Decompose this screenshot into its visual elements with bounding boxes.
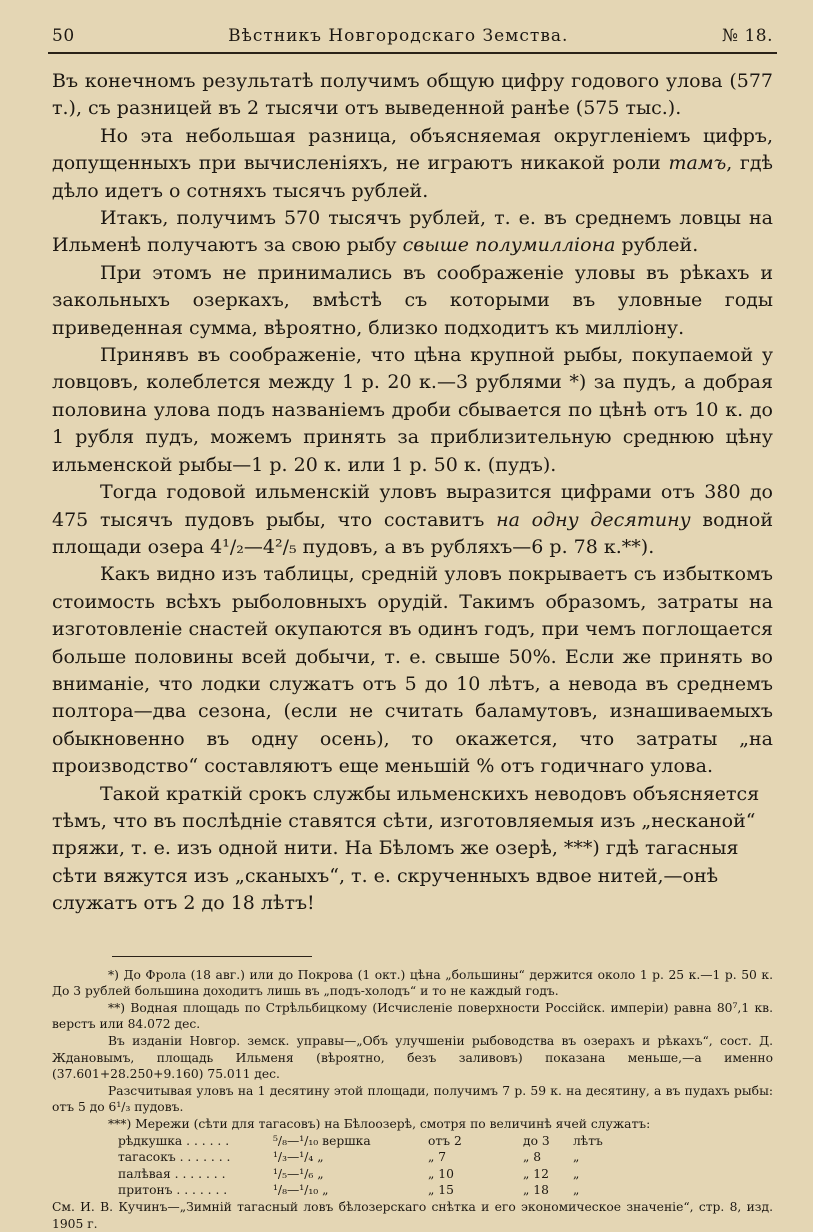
mesh-cell-name: притонъ . . . . . . . <box>118 1183 228 1198</box>
footnote-source: См. И. В. Кучинъ—„Зимній тагасный ловъ бѣлозерскаго снѣтка и его экономическое значеніе“, стр. 8, изд. 1905 г. <box>52 1199 773 1231</box>
paragraph-text: Тогда годовой ильменскій уловъ выразится цифрами отъ 380 до 475 тысячъ пудовъ рыбы, что составитъ <box>52 481 773 531</box>
paragraph: Принявъ въ соображеніе, что цѣна крупной рыбы, покупаемой у ловцовъ, колеблется между 1 р. 20 к.—3 рублями *) за пудъ, а добрая половина улова подъ названіемъ дроби сбывается по цѣнѣ отъ 10 к. до 1 рубля пудъ, можемъ принять за приблизительную среднюю цѣну ильменской рыбы—1 р. 20 к. или 1 р. 50 к. (пудъ). <box>52 344 773 476</box>
mesh-table <box>118 1133 603 1199</box>
mesh-cell-unit: „ <box>573 1183 580 1198</box>
mesh-cell-size: ¹/₈—¹/₁₀ „ <box>273 1183 329 1198</box>
mesh-cell-from: отъ 2 <box>428 1133 462 1148</box>
paragraph-text: , гдѣ дѣло идетъ о сотняхъ тысячъ рублей. <box>52 152 773 202</box>
paragraph <box>52 123 773 205</box>
paragraph-text: водной площади озера 4¹/₂—4²/₅ пудовъ, а въ рубляхъ—6 р. 78 к.**). <box>52 508 773 558</box>
paragraph: При этомъ не принимались въ соображеніе уловы въ рѣкахъ и закольныхъ озеркахъ, вмѣстѣ съ которыми въ уловные годы приведенная сумма, вѣроятно, близко подходитъ къ милліону. <box>52 261 773 339</box>
mesh-cell-size: ¹/₅—¹/₆ „ <box>273 1166 324 1181</box>
mesh-cell-from: „ 7 <box>428 1150 447 1165</box>
footnote-separator <box>112 956 312 957</box>
paragraph <box>52 205 773 260</box>
paragraph-text: Но эта небольшая разница, объясняемая округленіемъ цифръ, допущенныхъ при вычисленіяхъ, не играютъ никакой роли <box>52 124 773 175</box>
paragraph-text: Итакъ, получимъ 570 тысячъ рублей, т. е. въ среднемъ ловцы на Ильменѣ получаютъ за свою рыбу <box>52 207 773 257</box>
mesh-cell-to: „ 8 <box>523 1150 542 1165</box>
mesh-cell-size: ⁵/₈—¹/₁₀ вершка <box>273 1133 371 1148</box>
header-rule <box>48 52 777 54</box>
footnote: Въ изданіи Новгор. земск. управы—„Объ улучшеніи рыбоводства въ озерахъ и рѣкахъ“, сост. Д. Ждановымъ, площадь Ильменя (вѣроятно, безъ заливовъ) показана меньше,—а именно (37.601+28.250+9.160) 75.011 дес. <box>52 1033 773 1082</box>
mesh-cell-unit: лѣтъ <box>573 1133 603 1148</box>
mesh-row <box>118 1182 603 1199</box>
issue-number: № 18. <box>721 26 773 46</box>
mesh-cell-unit: „ <box>573 1166 580 1181</box>
mesh-row <box>118 1149 603 1166</box>
mesh-cell-from: „ 15 <box>428 1183 454 1198</box>
mesh-cell-size: ¹/₃—¹/₄ „ <box>273 1150 324 1165</box>
footnote: *) До Фрола (18 авг.) или до Покрова (1 окт.) цѣна „большины“ держится около 1 р. 25 к.—1 р. 50 к. До 3 рублей большина доходитъ лишь въ „подъ-холодъ“ и то не каждый годъ. <box>52 967 773 999</box>
paragraph <box>52 479 773 561</box>
footnote: ***) Мережи (сѣти для тагасовъ) на Бѣлоозерѣ, смотря по величинѣ ячей служатъ: <box>108 1116 651 1131</box>
article-body <box>52 68 773 918</box>
journal-title: Вѣстникъ Новгородскаго Земства. <box>228 26 569 46</box>
mesh-cell-from: „ 10 <box>428 1166 454 1181</box>
mesh-row <box>118 1166 603 1183</box>
mesh-cell-to: до 3 <box>523 1133 550 1148</box>
footnote: Разсчитывая уловъ на 1 десятину этой площади, получимъ 7 р. 59 к. на десятину, а въ пудахъ рыбы: отъ 5 до 6¹/₃ пудовъ. <box>52 1083 773 1115</box>
footnote-list <box>52 967 773 1133</box>
footnotes <box>52 967 773 1232</box>
paragraph-text: рублей. <box>615 234 699 257</box>
mesh-cell-name: палѣвая . . . . . . . <box>118 1166 226 1181</box>
paragraph: Какъ видно изъ таблицы, средній уловъ покрываетъ съ избыткомъ стоимость всѣхъ рыболовныхъ орудій. Такимъ образомъ, затраты на изготовленіе снастей окупаются въ одинъ годъ, при чемъ поглощается больше половины всей добычи, т. е. свыше 50%. Если же принять во вниманіе, что лодки служатъ отъ 5 до 10 лѣтъ, а невода въ среднемъ полтора—два сезона, (если не считать баламутовъ, изнашиваемыхъ обыкновенно въ одну осень), то окажется, что затраты „на производство“ составляютъ еще меньшій % отъ годичнаго улова. <box>52 563 773 778</box>
emphasized-text: свыше полумилліона <box>402 234 616 257</box>
paragraph: Такой краткій срокъ службы ильменскихъ неводовъ объясняется тѣмъ, что въ послѣдніе ставятся сѣти, изготовляемыя изъ „несканой“ пряжи, т. е. изъ одной нити. На Бѣломъ же озерѣ, ***) гдѣ тагасныя сѣти вяжутся изъ „сканыхъ“, т. е. скрученныхъ вдвое нитей,—онѣ служатъ отъ 2 до 18 лѣтъ! <box>52 782 760 915</box>
emphasized-text: тамъ <box>668 152 727 175</box>
page-number: 50 <box>52 26 75 46</box>
footnote: **) Водная площадь по Стрѣльбицкому (Исчисленіе поверхности Россійск. имперіи) равна 80⁷,1 кв. верстъ или 84.072 дес. <box>52 1000 773 1032</box>
mesh-cell-name: рѣдкушка . . . . . . <box>118 1133 230 1148</box>
paragraph: Въ конечномъ результатѣ получимъ общую цифру годового улова (577 т.), съ разницей въ 2 тысячи отъ выведенной ранѣе (575 тыс.). <box>52 70 773 120</box>
mesh-cell-to: „ 18 <box>523 1183 549 1198</box>
running-header <box>52 26 773 46</box>
mesh-cell-to: „ 12 <box>523 1166 549 1181</box>
emphasized-text: на одну десятину <box>496 508 691 531</box>
mesh-row <box>118 1133 603 1150</box>
mesh-cell-unit: „ <box>573 1150 580 1165</box>
mesh-cell-name: тагасокъ . . . . . . . <box>118 1150 231 1165</box>
